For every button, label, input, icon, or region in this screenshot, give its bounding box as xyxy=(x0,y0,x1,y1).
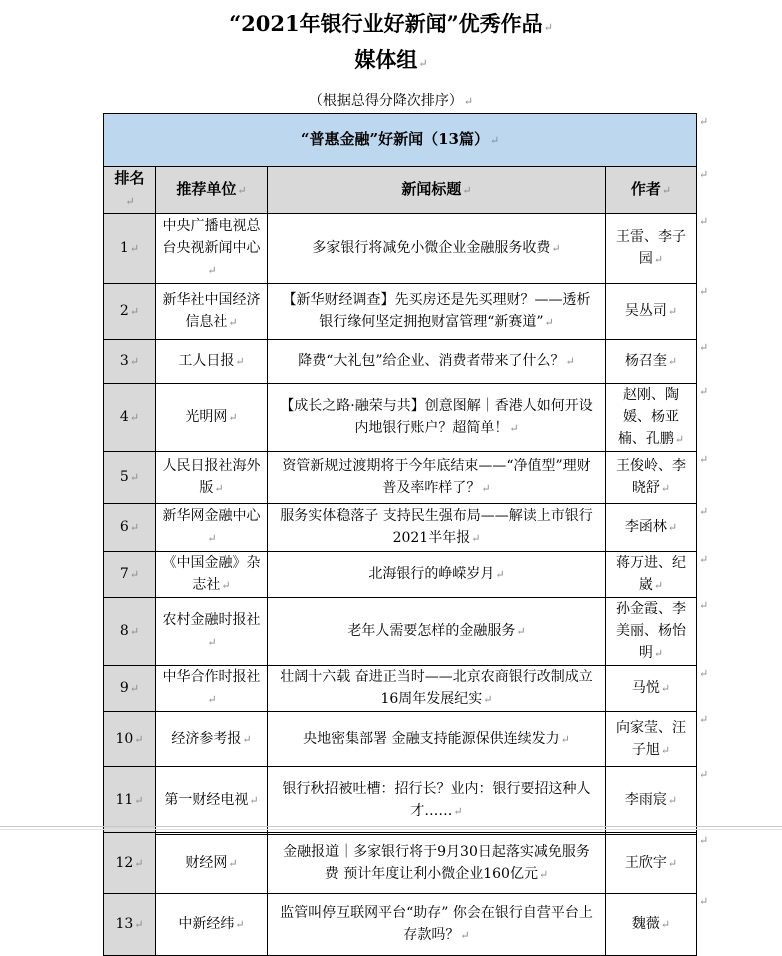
cell-author-text: 赵刚、陶媛、杨亚楠、孔鹏 xyxy=(617,387,679,447)
cell-rank: 6↵ xyxy=(104,504,156,552)
cell-author: 杨召奎↵ xyxy=(606,340,697,384)
cell-unit-text: 中华合作时报社 xyxy=(162,669,261,685)
cell-rank-text: 9 xyxy=(119,680,129,696)
row-end-mark: ↵ xyxy=(699,115,709,128)
document-title: “2021年银行业好新闻”优秀作品↵ xyxy=(229,11,553,36)
cell-unit: 经济参考报↵ xyxy=(156,712,268,767)
cell-unit: 新华网金融中心↵ xyxy=(156,504,268,552)
cell-rank: 12↵ xyxy=(104,833,156,894)
table-row xyxy=(104,284,697,340)
table-row xyxy=(104,384,697,452)
cell-author-text: 吴丛司 xyxy=(624,303,667,319)
cell-author: 李雨宸↵ xyxy=(606,767,697,835)
cell-unit: 农村金融时报社↵ xyxy=(156,598,268,666)
cell-headline-text: 降费“大礼包”给企业、消费者带来了什么？ xyxy=(298,353,565,369)
table-row xyxy=(104,598,697,666)
cell-rank: 5↵ xyxy=(104,452,156,504)
cell-headline: 北海银行的峥嵘岁月↵ xyxy=(268,552,606,598)
cell-rank-text: 4 xyxy=(119,409,129,425)
column-header-row xyxy=(104,167,697,214)
cell-headline-text: 【成长之路·融荣与共】创意图解｜香港人如何开设内地银行账户？超简单！ xyxy=(280,398,593,436)
cell-headline: 老年人需要怎样的金融服务↵ xyxy=(268,598,606,666)
cell-rank-text: 12 xyxy=(115,854,134,871)
row-end-mark: ↵ xyxy=(699,505,709,518)
table-row xyxy=(104,767,697,835)
table-row xyxy=(104,452,697,504)
page-break-line-secondary xyxy=(0,829,782,830)
cell-headline: 央地密集部署 金融支持能源保供连续发力↵ xyxy=(268,712,606,767)
cell-rank-text: 13 xyxy=(115,916,134,932)
cell-rank: 1↵ xyxy=(104,214,156,284)
cell-unit-text: 工人日报 xyxy=(178,353,235,369)
table-row xyxy=(104,340,697,384)
cell-author-text: 蒋万进、纪崴 xyxy=(616,555,686,593)
cell-headline-text: 壮阔十六载 奋进正当时——北京农商银行改制成立16周年发展纪实 xyxy=(280,669,593,707)
cell-headline: 服务实体稳落子 支持民生强布局——解读上市银行2021半年报↵ xyxy=(268,504,606,552)
cell-author: 向家莹、汪子旭↵ xyxy=(606,712,697,767)
cell-headline-text: 银行秋招被吐槽：招行长？业内：银行要招这种人才…… xyxy=(282,781,591,819)
cell-rank-text: 7 xyxy=(119,566,129,582)
cell-rank: 7↵ xyxy=(104,552,156,598)
row-end-mark: ↵ xyxy=(699,215,709,228)
cell-headline-text: 央地密集部署 金融支持能源保供连续发力 xyxy=(303,730,560,747)
cell-author: 马悦↵ xyxy=(606,666,697,712)
cell-headline-text: 多家银行将减免小微企业金融服务收费 xyxy=(312,240,551,256)
cell-rank-text: 3 xyxy=(119,353,129,369)
cell-author-text: 李函林 xyxy=(624,519,667,535)
cell-headline: 【成长之路·融荣与共】创意图解｜香港人如何开设内地银行账户？超简单！↵ xyxy=(268,384,606,452)
cell-headline-text: 北海银行的峥嵘岁月 xyxy=(368,566,495,582)
cell-unit-text: 中央广播电视总台央视新闻中心 xyxy=(162,218,261,256)
row-end-mark: ↵ xyxy=(699,599,709,612)
cell-headline: 银行秋招被吐槽：招行长？业内：银行要招这种人才……↵ xyxy=(268,767,606,835)
cell-rank: 11↵ xyxy=(104,767,156,835)
cell-unit: 中华合作时报社↵ xyxy=(156,666,268,712)
column-header-rank: 排名↵ xyxy=(104,167,156,214)
table-row xyxy=(104,833,697,894)
column-header-headline: 新闻标题↵ xyxy=(268,167,606,214)
section-header-row xyxy=(104,114,697,167)
row-end-mark: ↵ xyxy=(699,895,709,908)
row-end-mark: ↵ xyxy=(699,341,709,354)
cell-unit: 第一财经电视↵ xyxy=(156,767,268,835)
cell-author-text: 王欣宇 xyxy=(624,854,667,871)
row-end-mark: ↵ xyxy=(699,713,709,726)
cell-author-text: 王俊岭、李晓舒 xyxy=(616,458,686,496)
cell-unit-text: 经济参考报 xyxy=(171,730,242,747)
cell-unit: 人民日报社海外版↵ xyxy=(156,452,268,504)
cell-unit-text: 农村金融时报社 xyxy=(162,612,261,628)
cell-unit-text: 新华社中国经济信息社 xyxy=(162,292,261,330)
table-row xyxy=(104,552,697,598)
cell-headline-text: 金融报道｜多家银行将于9月30日起落实减免服务费 预计年度让利小微企业160亿元 xyxy=(283,843,590,882)
cell-author: 赵刚、陶媛、杨亚楠、孔鹏↵ xyxy=(606,384,697,452)
cell-rank: 8↵ xyxy=(104,598,156,666)
cell-author-text: 李雨宸 xyxy=(624,792,667,808)
row-end-mark: ↵ xyxy=(699,667,709,680)
cell-unit-text: 《中国金融》杂志社 xyxy=(162,555,261,593)
cell-rank: 10↵ xyxy=(104,712,156,767)
cell-headline-text: 监管叫停互联网平台“助存” 你会在银行自营平台上存款吗？ xyxy=(280,905,593,943)
row-end-mark: ↵ xyxy=(699,453,709,466)
cell-unit: 财经网↵ xyxy=(156,833,268,894)
cell-headline: 资管新规过渡期将于今年底结束——“净值型”理财普及率咋样了？↵ xyxy=(268,452,606,504)
cell-author-text: 马悦 xyxy=(631,680,660,696)
row-end-mark: ↵ xyxy=(699,385,709,398)
cell-author-text: 王雷、李子园 xyxy=(616,229,686,267)
cell-author: 王雷、李子园↵ xyxy=(606,214,697,284)
cell-unit-text: 新华网金融中心 xyxy=(162,508,261,524)
cell-rank-text: 2 xyxy=(119,303,129,319)
cell-author: 王俊岭、李晓舒↵ xyxy=(606,452,697,504)
cell-headline: 多家银行将减免小微企业金融服务收费↵ xyxy=(268,214,606,284)
cell-unit: 光明网↵ xyxy=(156,384,268,452)
cell-unit-text: 第一财经电视 xyxy=(164,792,249,808)
row-end-mark: ↵ xyxy=(699,285,709,298)
cell-unit-text: 财经网 xyxy=(185,854,228,871)
cell-author: 魏薇↵ xyxy=(606,894,697,956)
cell-rank: 9↵ xyxy=(104,666,156,712)
page-break-line xyxy=(0,826,782,827)
cell-author: 孙金霞、李美丽、杨怡明↵ xyxy=(606,598,697,666)
cell-unit: 新华社中国经济信息社↵ xyxy=(156,284,268,340)
table-row xyxy=(104,894,697,956)
cell-author-text: 魏薇 xyxy=(631,916,660,932)
table-row xyxy=(104,666,697,712)
cell-headline-text: 资管新规过渡期将于今年底结束——“净值型”理财普及率咋样了？ xyxy=(282,458,591,496)
cell-rank: 3↵ xyxy=(104,340,156,384)
section-title: “普惠金融”好新闻（13篇）↵ xyxy=(104,114,697,167)
cell-author-text: 向家莹、汪子旭 xyxy=(616,719,686,758)
cell-headline: 【新华财经调查】先买房还是先买理财？——透析银行缘何坚定拥抱财富管理“新赛道”↵ xyxy=(268,284,606,340)
cell-rank-text: 8 xyxy=(119,623,129,639)
column-header-unit: 推荐单位↵ xyxy=(156,167,268,214)
cell-rank-text: 5 xyxy=(119,469,129,485)
column-header-author: 作者↵ xyxy=(606,167,697,214)
cell-rank-text: 10 xyxy=(115,730,134,747)
cell-author-text: 孙金霞、李美丽、杨怡明 xyxy=(616,601,686,661)
cell-headline: 降费“大礼包”给企业、消费者带来了什么？↵ xyxy=(268,340,606,384)
table-row xyxy=(104,504,697,552)
cell-rank-text: 6 xyxy=(119,519,129,535)
table-row xyxy=(104,214,697,284)
table-row xyxy=(104,712,697,767)
cell-author-text: 杨召奎 xyxy=(624,353,667,369)
cell-rank: 2↵ xyxy=(104,284,156,340)
cell-headline-text: 老年人需要怎样的金融服务 xyxy=(347,623,516,639)
cell-author: 蒋万进、纪崴↵ xyxy=(606,552,697,598)
cell-rank-text: 11 xyxy=(115,792,134,808)
cell-unit: 中新经纬↵ xyxy=(156,894,268,956)
cell-unit-text: 人民日报社海外版 xyxy=(162,458,261,496)
news-table-page2 xyxy=(103,832,697,956)
document-subtitle: 媒体组↵ xyxy=(354,47,428,72)
cell-rank-text: 1 xyxy=(119,240,129,256)
cell-unit: 工人日报↵ xyxy=(156,340,268,384)
row-end-mark: ↵ xyxy=(699,834,709,847)
cell-headline: 壮阔十六载 奋进正当时——北京农商银行改制成立16周年发展纪实↵ xyxy=(268,666,606,712)
row-end-mark: ↵ xyxy=(699,168,709,181)
row-end-mark: ↵ xyxy=(699,768,709,781)
sort-note: （根据总得分降次排序）↵ xyxy=(308,93,474,109)
cell-author: 吴丛司↵ xyxy=(606,284,697,340)
news-table-page1 xyxy=(103,113,697,835)
row-end-mark: ↵ xyxy=(699,553,709,566)
cell-headline: 监管叫停互联网平台“助存” 你会在银行自营平台上存款吗？↵ xyxy=(268,894,606,956)
cell-headline-text: 【新华财经调查】先买房还是先买理财？——透析银行缘何坚定拥抱财富管理“新赛道” xyxy=(282,292,591,330)
cell-rank: 4↵ xyxy=(104,384,156,452)
cell-unit: 中央广播电视总台央视新闻中心↵ xyxy=(156,214,268,284)
cell-author: 王欣宇↵ xyxy=(606,833,697,894)
cell-headline: 金融报道｜多家银行将于9月30日起落实减免服务费 预计年度让利小微企业160亿元↵ xyxy=(268,833,606,894)
cell-headline-text: 服务实体稳落子 支持民生强布局——解读上市银行2021半年报 xyxy=(280,508,593,546)
cell-unit: 《中国金融》杂志社↵ xyxy=(156,552,268,598)
cell-unit-text: 光明网 xyxy=(185,409,228,425)
cell-unit-text: 中新经纬 xyxy=(178,916,235,932)
cell-author: 李函林↵ xyxy=(606,504,697,552)
cell-rank: 13↵ xyxy=(104,894,156,956)
